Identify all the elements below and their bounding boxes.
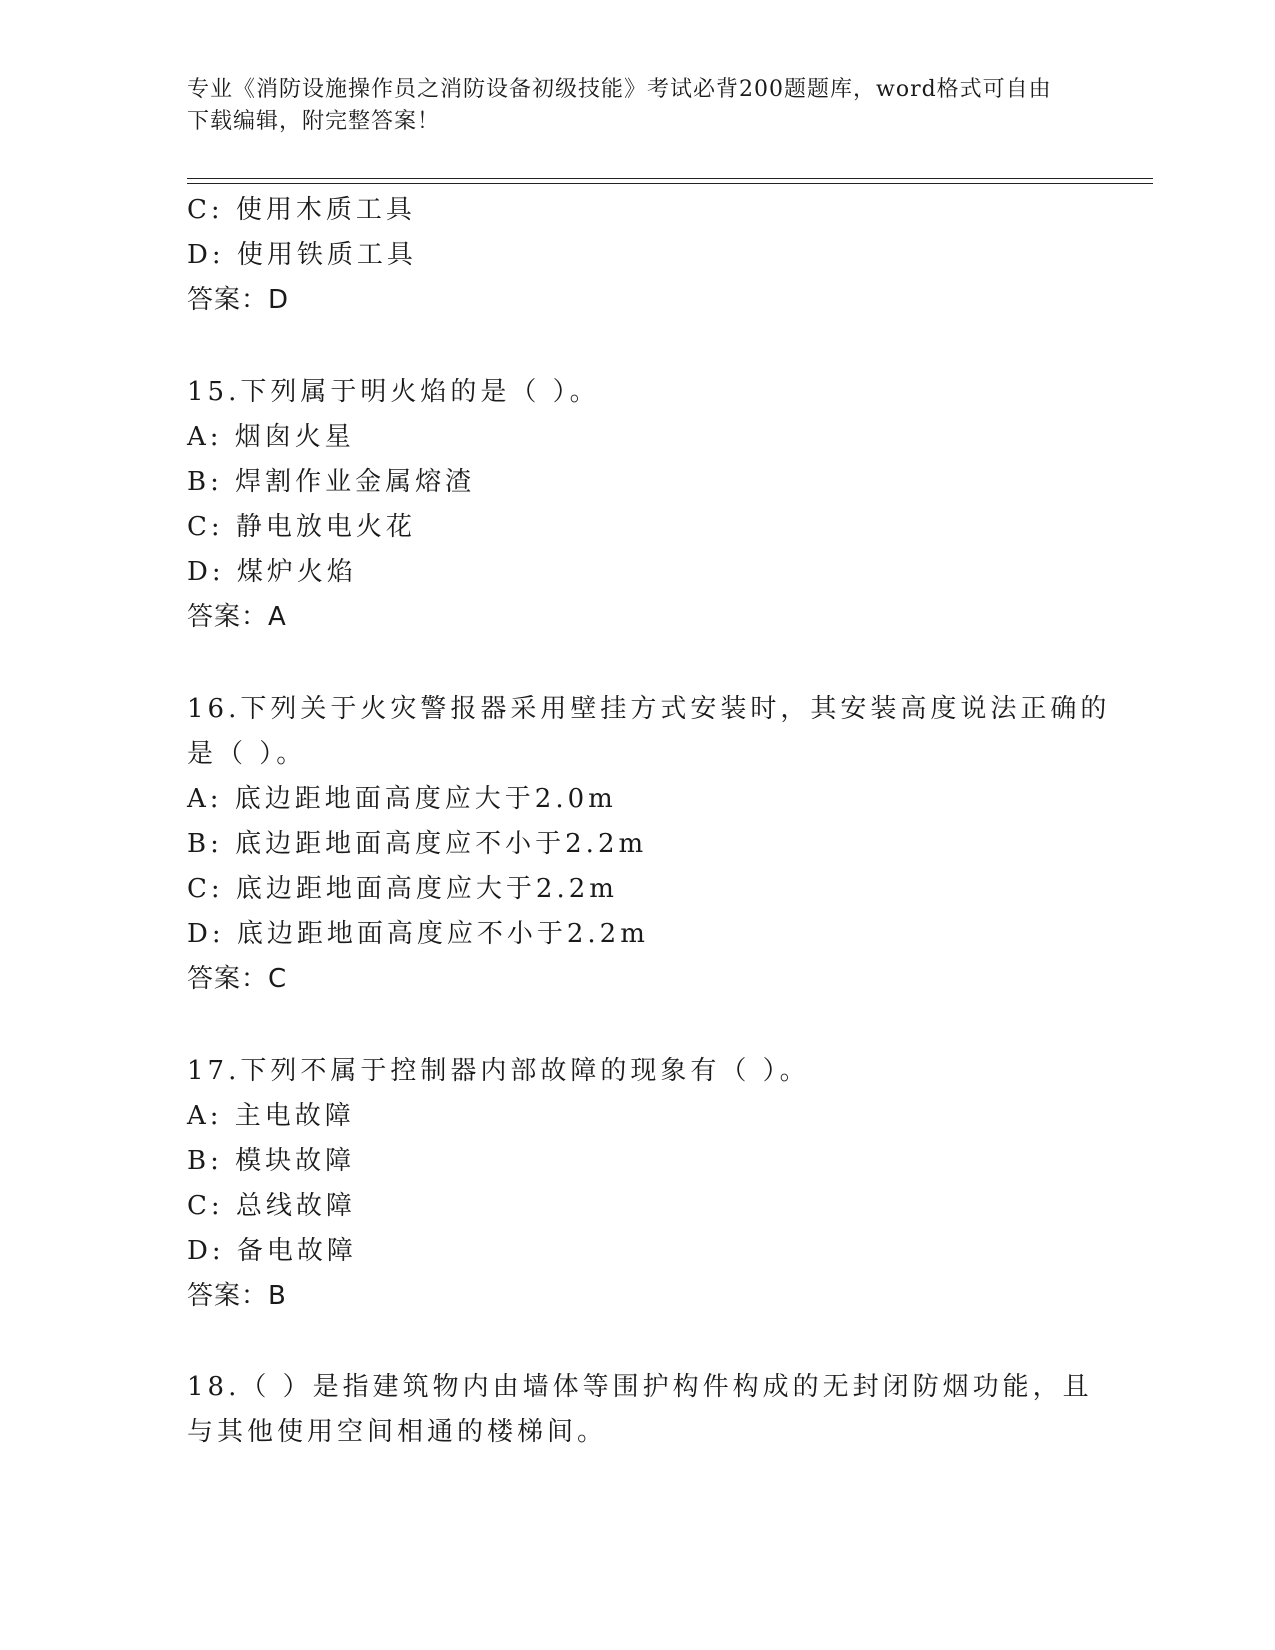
question-18-stem-line2: 与其他使用空间相通的楼梯间。 — [187, 1417, 608, 1447]
question-16-stem-line2: 是（ ）。 — [187, 739, 307, 769]
question-16-stem-line1: 16.下列关于火灾警报器采用壁挂方式安装时，其安装高度说法正确的 — [187, 694, 1111, 724]
question-18-stem-line1: 18.（ ）是指建筑物内由墙体等围护构件构成的无封闭防烟功能，且 — [187, 1372, 1093, 1402]
answer: 答案：B — [187, 1281, 287, 1311]
option-c: C: 总线故障 — [187, 1191, 356, 1221]
option-c: C: 使用木质工具 — [187, 195, 416, 225]
option-b: B: 底边距地面高度应不小于2.2m — [187, 829, 648, 859]
question-15-stem: 15.下列属于明火焰的是（ ）。 — [187, 377, 600, 407]
question-17-stem: 17.下列不属于控制器内部故障的现象有（ ）。 — [187, 1056, 810, 1086]
option-c: C: 底边距地面高度应大于2.2m — [187, 874, 618, 904]
option-d: D: 底边距地面高度应不小于2.2m — [187, 919, 649, 949]
option-d: D: 使用铁质工具 — [187, 240, 417, 270]
answer: 答案：D — [187, 285, 290, 315]
option-b: B: 模块故障 — [187, 1146, 356, 1176]
answer: 答案：A — [187, 602, 287, 632]
document-header: 专业《消防设施操作员之消防设备初级技能》考试必背200题题库，word格式可自由下载编辑，附完整答案！ — [187, 77, 1052, 134]
option-a: A: 烟囱火星 — [187, 422, 355, 452]
option-a: A: 底边距地面高度应大于2.0m — [187, 784, 617, 814]
header-rule-bottom — [187, 183, 1153, 184]
option-d: D: 备电故障 — [187, 1236, 357, 1266]
answer: 答案：C — [187, 964, 288, 994]
option-a: A: 主电故障 — [187, 1101, 355, 1131]
option-d: D: 煤炉火焰 — [187, 557, 357, 587]
option-c: C: 静电放电火花 — [187, 512, 416, 542]
option-b: B: 焊割作业金属熔渣 — [187, 467, 476, 497]
header-rule-top — [187, 178, 1153, 179]
